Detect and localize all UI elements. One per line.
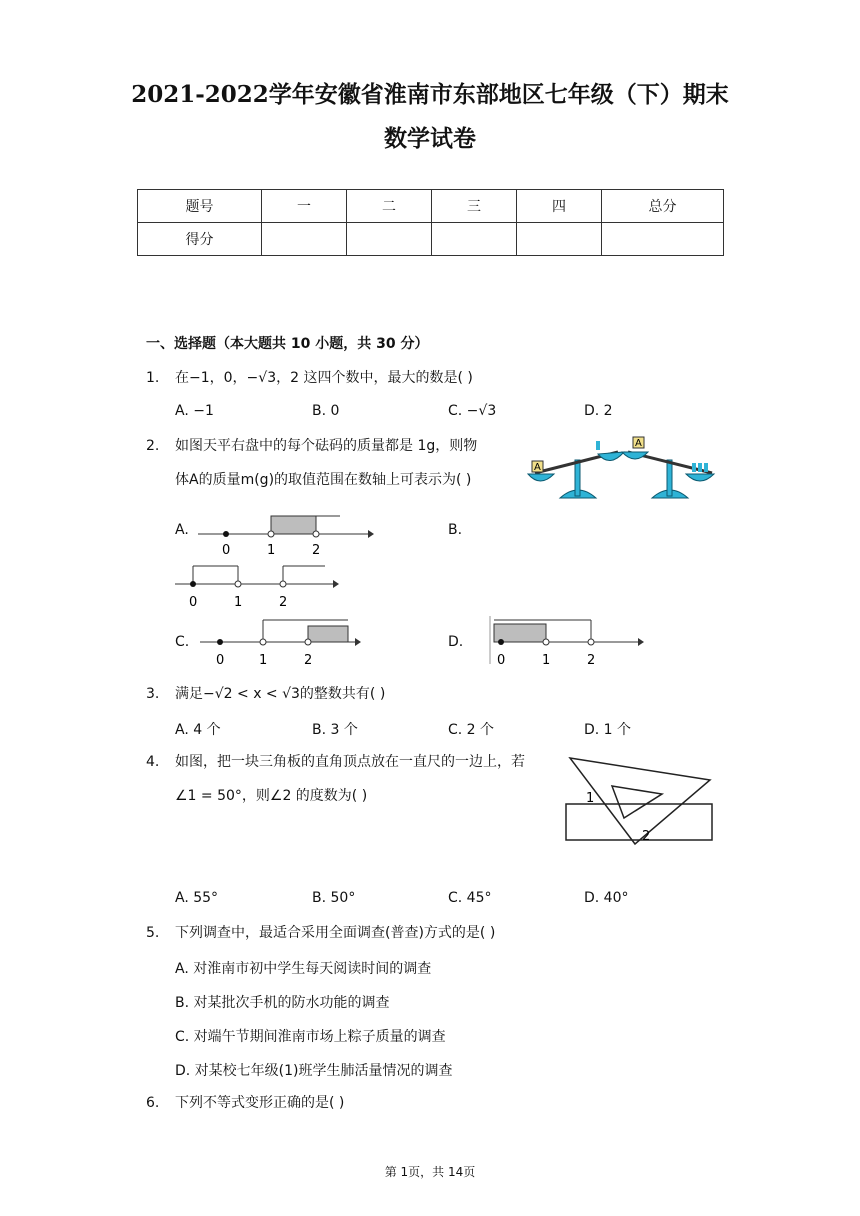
option-a[interactable]: A. (175, 522, 189, 538)
angle-2-label: 2 (642, 829, 651, 844)
option-b[interactable]: B. 50° (312, 890, 356, 906)
tick-label-0: 0 (216, 653, 225, 668)
question-text: 下列不等式变形正确的是( ) (175, 1095, 345, 1111)
question-number: 2. (146, 438, 160, 454)
tick-label-2: 2 (312, 543, 321, 558)
triangle-inner (612, 786, 662, 818)
score-cell[interactable] (602, 223, 724, 256)
question-number: 1. (146, 370, 160, 386)
tick-label-1: 1 (259, 653, 268, 668)
score-header-cell: 四 (517, 190, 602, 223)
number-line-a (198, 508, 374, 560)
option-c[interactable]: C. 2 个 (448, 722, 495, 738)
tick-label-1: 1 (234, 595, 243, 610)
option-d[interactable]: D. 2 (584, 403, 613, 419)
question-text: 如图天平右盘中的每个砝码的质量都是 1g，则物 (175, 438, 478, 454)
score-table (137, 189, 724, 256)
option-a[interactable]: A. 对淮南市初中学生每天阅读时间的调查 (175, 961, 432, 977)
tick-label-2: 2 (279, 595, 288, 610)
object-a-label: A (635, 438, 642, 449)
triangle-ruler-figure (560, 752, 720, 848)
option-c[interactable]: C. −√3 (448, 403, 497, 419)
page-footer: 第 1页，共 14页 (384, 1165, 476, 1179)
tick-label-0: 0 (222, 543, 231, 558)
option-a[interactable]: A. −1 (175, 403, 214, 419)
option-c[interactable]: C. (175, 634, 190, 650)
option-b[interactable]: B. (448, 522, 463, 538)
score-row-label: 得分 (138, 223, 262, 256)
question-number: 3. (146, 686, 160, 702)
score-table-header-row (138, 190, 724, 223)
paper-title-line2: 数学试卷 (384, 125, 476, 152)
option-b[interactable]: B. 3 个 (312, 722, 358, 738)
tick-label-1: 1 (267, 543, 276, 558)
tick-label-1: 1 (542, 653, 551, 668)
option-d[interactable]: D. 40° (584, 890, 629, 906)
option-c[interactable]: C. 对端午节期间淮南市场上粽子质量的调查 (175, 1029, 446, 1045)
score-table-score-row (138, 223, 724, 256)
option-a[interactable]: A. 55° (175, 890, 219, 906)
tick-label-0: 0 (497, 653, 506, 668)
question-text: 体A的质量m(g)的取值范围在数轴上可表示为( ) (175, 472, 472, 488)
object-a-label: A (534, 462, 541, 473)
number-line-c (200, 616, 365, 668)
score-cell[interactable] (432, 223, 517, 256)
score-cell[interactable] (262, 223, 347, 256)
paper-title-line1: 2021-2022学年安徽省淮南市东部地区七年级（下）期末 (131, 81, 729, 108)
score-header-cell: 三 (432, 190, 517, 223)
score-header-cell: 一 (262, 190, 347, 223)
question-number: 5. (146, 925, 160, 941)
option-d[interactable]: D. (448, 634, 464, 650)
option-d[interactable]: D. 对某校七年级(1)班学生肺活量情况的调查 (175, 1063, 453, 1079)
section-heading: 一、选择题（本大题共 10 小题，共 30 分） (146, 336, 429, 352)
question-text: 如图，把一块三角板的直角顶点放在一直尺的一边上，若 (175, 754, 525, 770)
score-header-cell: 总分 (602, 190, 724, 223)
tick-label-0: 0 (189, 595, 198, 610)
score-cell[interactable] (347, 223, 432, 256)
option-d[interactable]: D. 1 个 (584, 722, 632, 738)
score-header-cell: 题号 (138, 190, 262, 223)
option-c[interactable]: C. 45° (448, 890, 492, 906)
score-cell[interactable] (517, 223, 602, 256)
option-a[interactable]: A. 4 个 (175, 722, 221, 738)
angle-1-label: 1 (586, 791, 595, 806)
question-text: 下列调查中，最适合采用全面调查(普查)方式的是( ) (175, 925, 496, 941)
option-b[interactable]: B. 对某批次手机的防水功能的调查 (175, 995, 390, 1011)
question-text: ∠1 = 50°，则∠2 的度数为( ) (175, 788, 368, 804)
question-text: 满足−√2 < x < √3的整数共有( ) (175, 686, 386, 702)
tick-label-2: 2 (587, 653, 596, 668)
option-b[interactable]: B. 0 (312, 403, 340, 419)
question-number: 4. (146, 754, 160, 770)
number-line-b (175, 560, 340, 612)
balance-scale-left (528, 441, 624, 498)
number-line-d (488, 616, 648, 668)
question-number: 6. (146, 1095, 160, 1111)
balance-scale-figure (520, 430, 725, 505)
balance-scale-right (622, 437, 714, 498)
question-text: 在−1，0，−√3，2 这四个数中，最大的数是( ) (175, 370, 473, 386)
score-header-cell: 二 (347, 190, 432, 223)
tick-label-2: 2 (304, 653, 313, 668)
